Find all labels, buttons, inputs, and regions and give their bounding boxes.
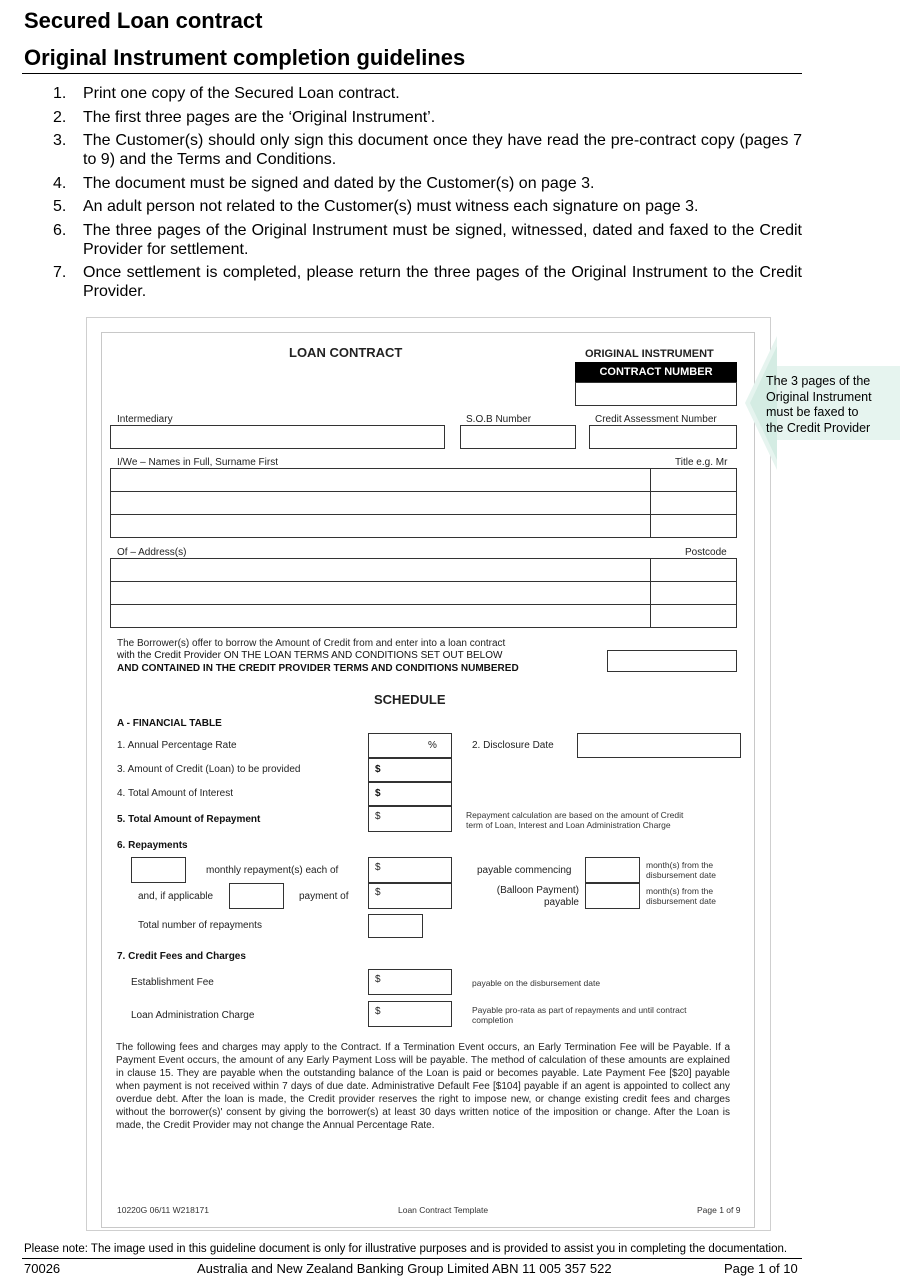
fees-paragraph: The following fees and charges may apply to the Contract. If a Termination Event occurs, an Early Termination Fee will be Payable. If a Payment Event occurs, the amount of any Early Payment Loss will be payable. The method of calculation of these amounts are explained in clause 15. They are payable when the outstanding balance of the Loan is paid or becomes payable. Late Payment Fee [$20] payable when payment is not received within 7 days of due date. Administrative Default Fee [$104] payable if an agent is appointed to collect any overdue debt. After the loan is made, the Credit provider reserves the right to impose new, or change existing credit fees and charges without the borrower(s)' consent by giving the borrower(s) at least 30 days written notice of the imposition or change. After the Loan is made, the Credit Provider may not change the Annual Percentage Rate. — [116, 1042, 730, 1131]
total-number-label: Total number of repayments — [138, 920, 262, 931]
document-code: 70026 — [24, 1261, 61, 1276]
contract-number-label: CONTRACT NUMBER — [575, 362, 737, 382]
guideline-steps — [40, 84, 802, 306]
payment-of-label: payment of — [299, 891, 349, 902]
sob-number-label: S.O.B Number — [466, 414, 532, 425]
balloon-payable-label: (Balloon Payment) payable — [496, 885, 579, 908]
monthly-each-label: monthly repayment(s) each of — [206, 865, 339, 876]
payable-disbursement-label: payable on the disbursement date — [472, 978, 601, 988]
apr-label: 1. Annual Percentage Rate — [117, 740, 237, 751]
establishment-fee-label: Establishment Fee — [131, 977, 214, 988]
balloon-count-field[interactable] — [229, 883, 284, 909]
dollar-sign: $ — [375, 887, 381, 898]
credit-assessment-label: Credit Assessment Number — [595, 414, 717, 425]
illustration-note: Please note: The image used in this guideline document is only for illustrative purposes and is provided to assist you in completing the documentation. — [24, 1243, 788, 1255]
page-number: Page 1 of 10 — [724, 1261, 798, 1276]
list-item: 7. Once settlement is completed, please return the three pages of the Original Instrument to the Credit Provider. — [53, 264, 802, 300]
title-field-3[interactable] — [650, 514, 737, 538]
loan-admin-label: Loan Administration Charge — [131, 1010, 255, 1021]
repayments-heading: 6. Repayments — [117, 840, 188, 851]
company-name: Australia and New Zealand Banking Group Limited ABN 11 005 357 522 — [197, 1261, 612, 1276]
total-number-field[interactable] — [368, 914, 423, 938]
form-template-label: Loan Contract Template — [398, 1205, 489, 1215]
form-title: LOAN CONTRACT — [289, 345, 403, 360]
original-instrument-label: ORIGINAL INSTRUMENT — [585, 348, 714, 360]
list-item: 2. The first three pages are the ‘Original Instrument’. — [53, 108, 436, 126]
list-item: 1. Print one copy of the Secured Loan contract. — [53, 85, 400, 102]
dollar-sign: $ — [375, 974, 381, 985]
contract-number-field[interactable] — [575, 382, 737, 406]
postcode-label: Postcode — [685, 547, 727, 558]
dollar-sign: $ — [375, 764, 381, 775]
schedule-heading: SCHEDULE — [374, 692, 446, 707]
name-field-2[interactable] — [110, 491, 651, 515]
address-field-1[interactable] — [110, 558, 651, 582]
dollar-sign: $ — [375, 862, 381, 873]
months-from-note: month(s) from the disbursement date — [646, 860, 716, 880]
list-item: 3. The Customer(s) should only sign this document once they have read the pre-contract copy (pages 7 to 9) and the Terms and Conditions. — [53, 132, 802, 168]
footer-divider — [22, 1258, 802, 1259]
offer-line-3: AND CONTAINED IN THE CREDIT PROVIDER TERMS AND CONDITIONS NUMBERED — [117, 663, 519, 674]
address-label: Of – Address(s) — [117, 547, 187, 558]
document-title: Secured Loan contract — [24, 8, 263, 33]
callout-text: The 3 pages of the Original Instrument must be faxed to the Credit Provider — [766, 374, 872, 435]
payable-commencing-label: payable commencing — [477, 865, 572, 876]
sob-number-field[interactable] — [460, 425, 576, 449]
dollar-sign: $ — [375, 811, 381, 822]
dollar-sign: $ — [375, 1006, 381, 1017]
months-from-note: month(s) from the disbursement date — [646, 886, 716, 906]
address-field-3[interactable] — [110, 604, 651, 628]
fees-heading: 7. Credit Fees and Charges — [117, 951, 246, 962]
list-item: 5. An adult person not related to the Customer(s) must witness each signature on page 3. — [53, 198, 699, 215]
percent-sign: % — [428, 740, 437, 751]
balloon-months-field[interactable] — [585, 883, 640, 909]
disclosure-date-field[interactable] — [577, 733, 741, 758]
and-if-applicable-label: and, if applicable — [138, 891, 214, 902]
dollar-sign: $ — [375, 788, 381, 799]
name-field-1[interactable] — [110, 468, 651, 492]
financial-table-heading: A - FINANCIAL TABLE — [117, 718, 222, 729]
disclosure-date-label: 2. Disclosure Date — [472, 740, 554, 751]
commencing-months-field[interactable] — [585, 857, 640, 883]
heading-divider — [22, 73, 802, 74]
document-subtitle: Original Instrument completion guidelines — [24, 45, 466, 70]
postcode-field-1[interactable] — [650, 558, 737, 582]
postcode-field-3[interactable] — [650, 604, 737, 628]
offer-line-1: The Borrower(s) offer to borrow the Amount of Credit from and enter into a loan contract — [117, 638, 506, 649]
intermediary-label: Intermediary — [117, 414, 173, 425]
names-label: I/We – Names in Full, Surname First — [117, 457, 278, 468]
form-page-number: Page 1 of 9 — [697, 1205, 741, 1215]
credit-assessment-field[interactable] — [589, 425, 737, 449]
repayment-count-field[interactable] — [131, 857, 186, 883]
list-item: 4. The document must be signed and dated by the Customer(s) on page 3. — [53, 174, 595, 192]
repayment-note: Repayment calculation are based on the amount of Credit term of Loan, Interest and Loan Administration Charge — [466, 810, 684, 830]
address-field-2[interactable] — [110, 581, 651, 605]
list-item: 6. The three pages of the Original Instrument must be signed, witnessed, dated and faxed to the Credit Provider for settlement. — [53, 221, 802, 258]
total-interest-label: 4. Total Amount of Interest — [117, 788, 233, 799]
intermediary-field[interactable] — [110, 425, 445, 449]
offer-line-2: with the Credit Provider ON THE LOAN TERMS AND CONDITIONS SET OUT BELOW — [117, 650, 503, 661]
terms-number-field[interactable] — [607, 650, 737, 672]
name-field-3[interactable] — [110, 514, 651, 538]
total-repayment-label: 5. Total Amount of Repayment — [117, 814, 261, 825]
title-field-2[interactable] — [650, 491, 737, 515]
amount-credit-label: 3. Amount of Credit (Loan) to be provided — [117, 764, 301, 775]
form-code: 10220G 06/11 W218171 — [117, 1205, 209, 1215]
title-label: Title e.g. Mr — [675, 457, 728, 468]
prorata-note: Payable pro-rata as part of repayments and until contract completion — [472, 1005, 687, 1025]
apr-field[interactable] — [368, 733, 452, 758]
title-field-1[interactable] — [650, 468, 737, 492]
postcode-field-2[interactable] — [650, 581, 737, 605]
